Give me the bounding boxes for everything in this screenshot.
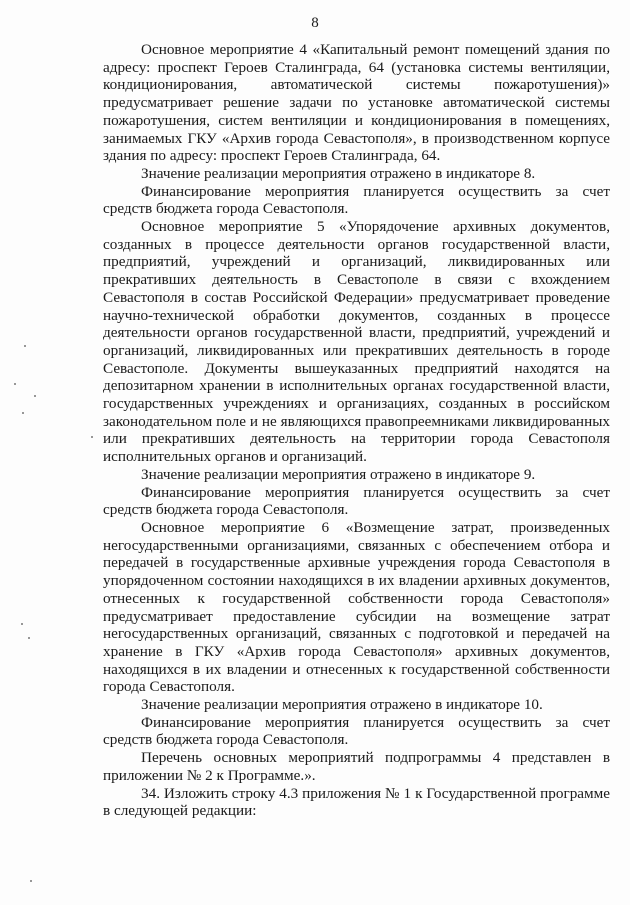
scan-speck	[30, 880, 32, 882]
scan-speck	[24, 345, 26, 347]
paragraph-indicator-8: Значение реализации мероприятия отражено в индикаторе 8.	[141, 164, 536, 182]
scan-speck	[91, 436, 93, 438]
paragraph-event-6: Основное мероприятие 6 «Возмещение затрат, произведенных негосударственными организациями, связанных с обеспечением отбора и передачей в государственные архивные учреждения города Севастополя в упорядоченном состоянии находящихся в их владении архивных документов, отнесенных к государственной собственности города Севастополя» предусматривает предоставление субсидии на возмещение затрат негосударственных организаций, связанных с подготовкой и передачей на хранение в ГКУ «Архив города Севастополя» архивных документов, находящихся в их владении и отнесенных к государственной собственности города Севастополя.	[103, 518, 610, 696]
paragraph-item-34: 34. Изложить строку 4.3 приложения № 1 к Государственной программе в следующей редакции:	[103, 784, 610, 820]
paragraph-indicator-9: Значение реализации мероприятия отражено в индикаторе 9.	[141, 465, 536, 483]
paragraph-list-reference: Перечень основных мероприятий подпрограммы 4 представлен в приложении № 2 к Программе.».	[103, 749, 610, 784]
scan-speck	[28, 637, 30, 639]
scan-speck	[21, 623, 23, 625]
scan-speck	[14, 383, 16, 385]
paragraph-event-5: Основное мероприятие 5 «Упорядочение архивных документов, созданных в процессе деятельности органов государственной власти, предприятий, учреждений и организаций, ликвидированных или прекративших деятельность в Севастополе в связи с вхождением Севастополя в состав Российской Федерации» предусматривает проведение научно-технической обработки документов, созданных в процессе деятельности органов государственной власти, предприятий, учреждений и организаций, ликвидированных или прекративших деятельность в городе Севастополе. Документы вышеуказанных предприятий находятся на депозитарном хранении в исполнительных органах государственной власти, государственных учреждениях и организациях, созданных в российском законодательном поле и не являющихся правопреемниками ликвидированных или прекративших деятельность на территории города Севастополя исполнительных органов и организаций.	[103, 218, 610, 466]
paragraph-financing-4: Финансирование мероприятия планируется осуществить за счет средств бюджета города Севастополя.	[103, 182, 610, 218]
scan-speck	[22, 412, 24, 414]
paragraph-event-4: Основное мероприятие 4 «Капитальный ремонт помещений здания по адресу: проспект Героев Сталинграда, 64 (установка системы вентиляции, кондиционирования, автоматической системы пожаротушения)» предусматривает решение задачи по установке автоматической системы пожаротушения, систем вентиляции и кондиционирования в помещениях, занимаемых ГКУ «Архив города Севастополя», в производственном корпусе здания по адресу: проспект Героев Сталинграда, 64.	[103, 41, 610, 165]
document-body	[103, 41, 610, 820]
scan-speck	[34, 395, 36, 397]
paragraph-indicator-10: Значение реализации мероприятия отражено в индикаторе 10.	[141, 696, 543, 714]
paragraph-financing-5: Финансирование мероприятия планируется осуществить за счет средств бюджета города Севастополя.	[103, 483, 610, 519]
page-number: 8	[311, 15, 319, 31]
paragraph-financing-6: Финансирование мероприятия планируется осуществить за счет средств бюджета города Севастополя.	[103, 713, 610, 749]
